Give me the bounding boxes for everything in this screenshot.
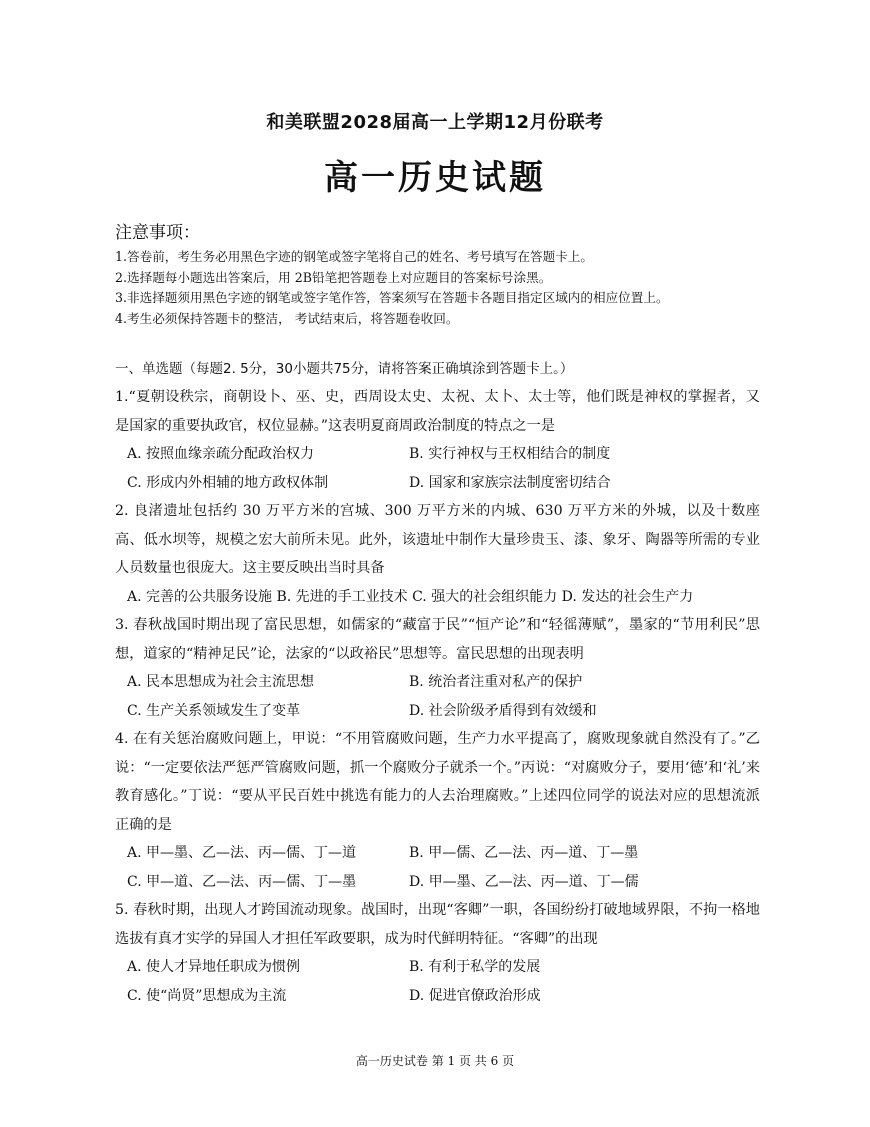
notice-heading: 注意事项： <box>115 223 200 243</box>
option-a: A. 民本思想成为社会主流思想 <box>127 674 315 690</box>
question-5 <box>115 896 760 1010</box>
option-grid <box>115 839 760 896</box>
question-stem: 4. 在有关惩治腐败问题上，甲说：“不用管腐败问题，生产力水平提高了，腐败现象就自然没有了。”乙说：“一定要依法严惩严管腐败问题，抓一个腐败分子就杀一个。”丙说：“对腐败分子，要用‘德’和‘礼’来教育感化。”丁说：“要从平民百姓中挑选有能力的人去治理腐败。”上述四位同学的说法对应的思想流派正确的是 <box>115 731 760 833</box>
question-stem: 1.“夏朝设秩宗，商朝设卜、巫、史，西周设太史、太祝、太卜、太士等，他们既是神权的掌握者，又是国家的重要执政官，权位显赫。”这表明夏商周政治制度的特点之一是 <box>115 389 760 434</box>
section-title: 一、单选题（每题2. 5分，30小题共75分，请将答案正确填涂到答题卡上。） <box>115 361 574 377</box>
question-4 <box>115 725 760 896</box>
option-d: D. 社会阶级矛盾得到有效缓和 <box>409 702 597 719</box>
questions-section <box>115 357 760 1010</box>
option-b: B. 有利于私学的发展 <box>409 959 541 975</box>
page-footer: 高一历史试卷 第 1 页 共 6 页 <box>355 1054 515 1068</box>
exam-title: 高一历史试题 <box>324 158 546 198</box>
option-d: D. 促进官僚政治形成 <box>409 987 541 1004</box>
option-a: A. 甲—墨、乙—法、丙—儒、丁—道 <box>127 845 357 861</box>
options-line: A. 完善的公共服务设施 B. 先进的手工业技术 C. 强大的社会组织能力 D. 发达的社会生产力 <box>127 588 694 605</box>
option-grid <box>115 953 760 1010</box>
option-d: D. 甲—墨、乙—法、丙—道、丁—儒 <box>409 873 639 890</box>
option-c: C. 使“尚贤”思想成为主流 <box>127 987 287 1004</box>
question-1 <box>115 383 760 497</box>
question-stem: 2. 良渚遗址包括约 30 万平方米的宫城、300 万平方米的内城、630 万平方米的外城，以及十数座高、低水坝等，规模之宏大前所未见。此外，该遗址中制作大量珍贵玉、漆、象牙、陶器等所需的专业人员数量也很庞大。这主要反映出当时具备 <box>115 503 760 576</box>
exam-subtitle: 和美联盟2028届高一上学期12月份联考 <box>266 112 604 133</box>
notice-item: 3.非选择题须用黑色字迹的钢笔或签字笔作答，答案须写在答题卡各题目指定区域内的相应位置上。 <box>115 290 669 305</box>
option-grid <box>115 668 760 725</box>
option-b: B. 实行神权与王权相结合的制度 <box>409 446 611 462</box>
option-d: D. 国家和家族宗法制度密切结合 <box>409 474 611 491</box>
question-3 <box>115 611 760 725</box>
notice-item: 1.答卷前，考生务必用黑色字迹的钢笔或签字笔将自己的姓名、考号填写在答题卡上。 <box>115 249 593 264</box>
option-c: C. 生产关系领域发生了变革 <box>127 702 301 719</box>
option-c: C. 形成内外相辅的地方政权体制 <box>127 474 329 491</box>
question-2 <box>115 497 760 611</box>
option-b: B. 甲—儒、乙—法、丙—道、丁—墨 <box>409 845 639 861</box>
option-a: A. 使人才异地任职成为惯例 <box>127 959 301 975</box>
option-c: C. 甲—道、乙—法、丙—儒、丁—墨 <box>127 873 357 890</box>
option-grid <box>115 440 760 497</box>
question-stem: 5. 春秋时期，出现人才跨国流动现象。战国时，出现“客卿”一职，各国纷纷打破地域界限，不拘一格地选拔有真才实学的异国人才担任军政要职，成为时代鲜明特征。“客卿”的出现 <box>115 902 760 947</box>
option-b: B. 统治者注重对私产的保护 <box>409 674 583 690</box>
option-a: A. 按照血缘亲疏分配政治权力 <box>127 446 315 462</box>
notice-block <box>115 222 775 329</box>
question-stem: 3. 春秋战国时期出现了富民思想，如儒家的“藏富于民”“恒产论”和“轻徭薄赋”，墨家的“节用利民”思想，道家的“精神足民”论，法家的“以政裕民”思想等。富民思想的出现表明 <box>115 617 760 662</box>
notice-item: 2.选择题每小题选出答案后，用 2B铅笔把答题卷上对应题目的答案标号涂黑。 <box>115 269 552 285</box>
notice-item: 4.考生必须保持答题卡的整洁， 考试结束后，将答题卷收回。 <box>115 310 459 326</box>
